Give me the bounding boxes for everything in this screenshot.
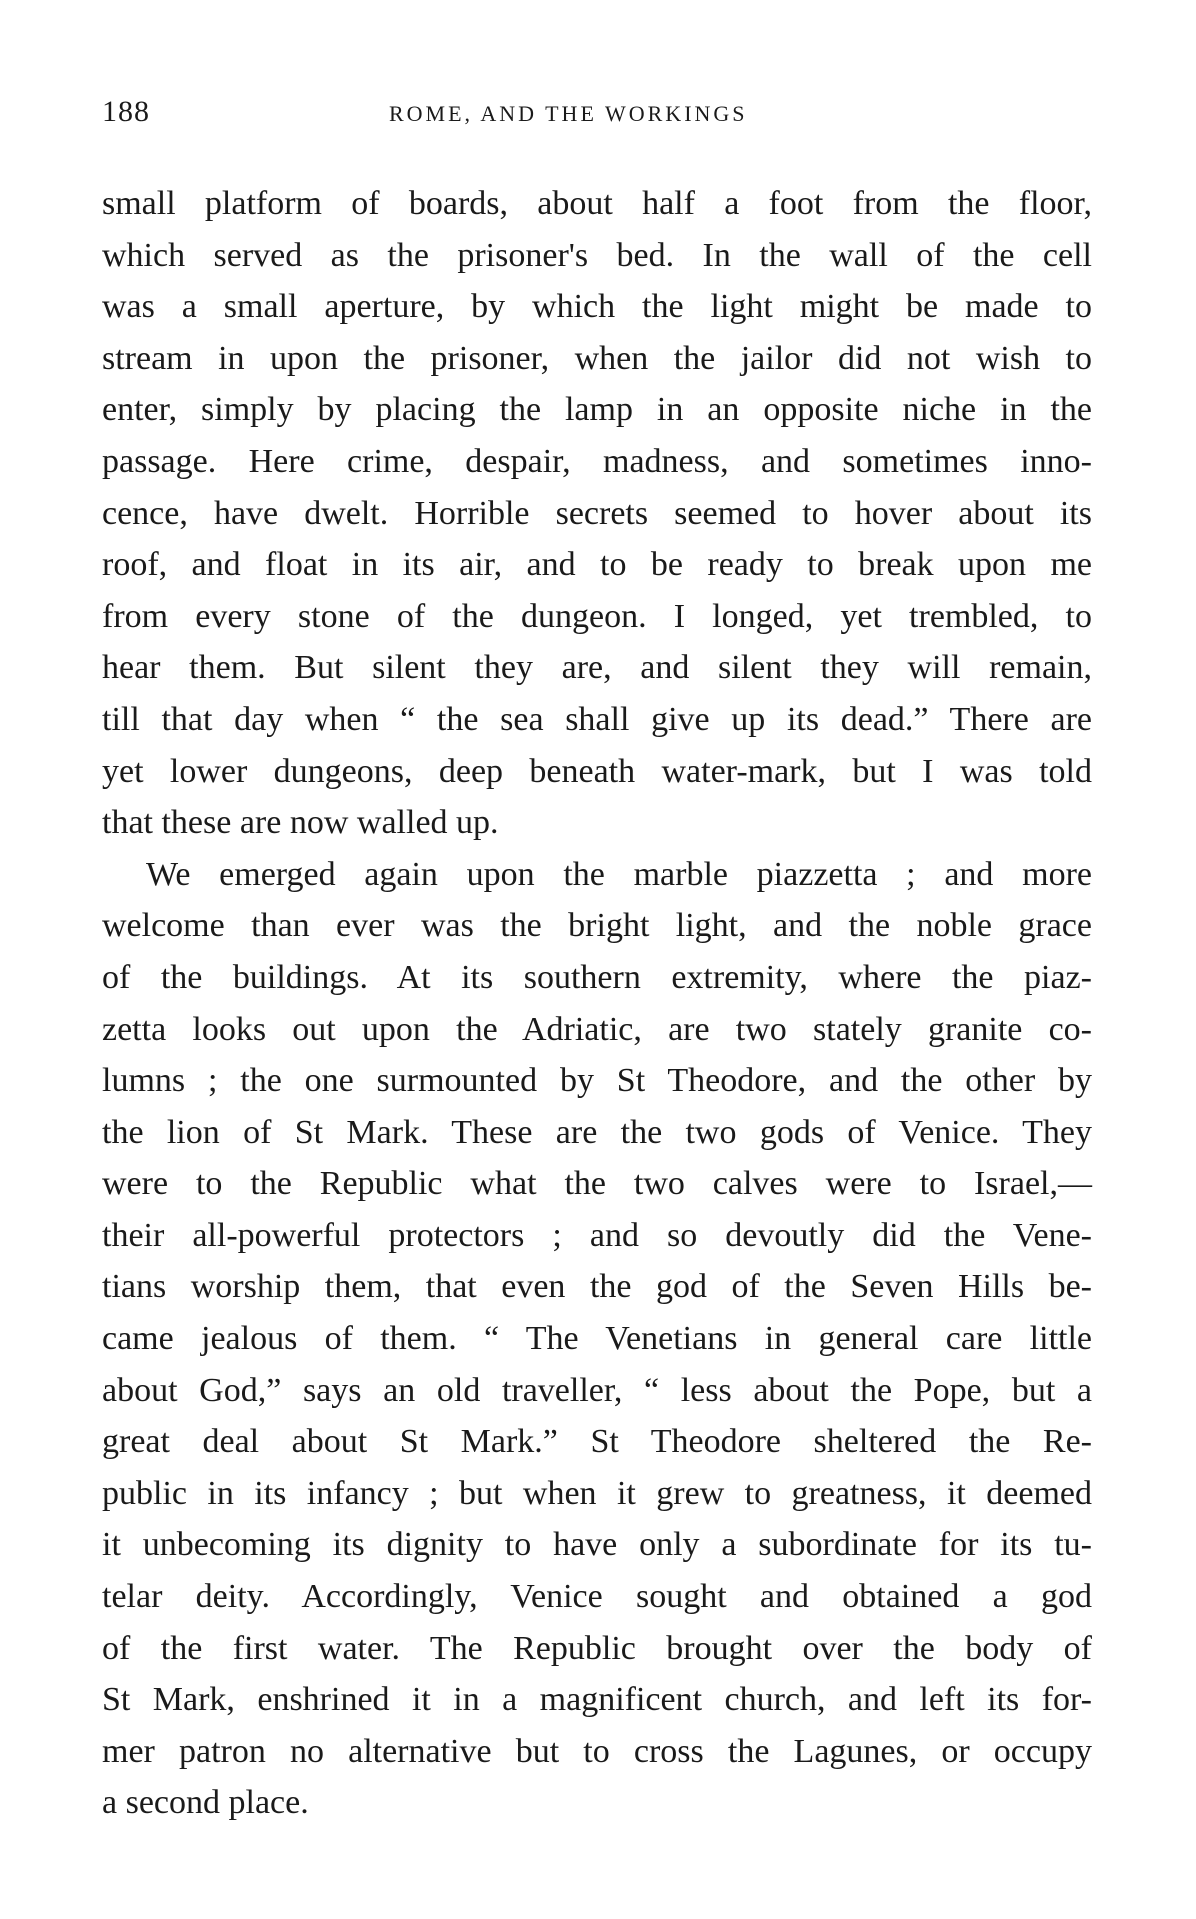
text-line: were to the Republic what the two calves were to Israel,— <box>102 1165 1092 1203</box>
text-line: enter, simply by placing the lamp in an opposite niche in the <box>102 391 1092 429</box>
text-line: mer patron no alternative but to cross the Lagunes, or occupy <box>102 1732 1092 1770</box>
text-line: lumns ; the one surmounted by St Theodore, and the other by <box>102 1062 1092 1100</box>
text-line: till that day when “ the sea shall give up its dead.” There are <box>102 700 1092 738</box>
text-line: small platform of boards, about half a foot from the floor, <box>102 185 1092 222</box>
text-line: came jealous of them. “ The Venetians in general care little <box>102 1320 1092 1358</box>
text-line: it unbecoming its dignity to have only a subordinate for its tu- <box>102 1526 1092 1564</box>
text-line: St Mark, enshrined it in a magnificent church, and left its for- <box>102 1681 1092 1719</box>
text-line: from every stone of the dungeon. I longed, yet trembled, to <box>102 597 1092 635</box>
paragraph-start-line: We emerged again upon the marble piazzetta ; and more <box>146 855 1092 893</box>
text-line: was a small aperture, by which the light might be made to <box>102 288 1092 326</box>
text-line: roof, and float in its air, and to be ready to break upon me <box>102 546 1092 584</box>
paragraph-end-line: that these are now walled up. <box>102 804 499 842</box>
text-line: about God,” says an old traveller, “ less about the Pope, but a <box>102 1371 1092 1409</box>
text-line: the lion of St Mark. These are the two gods of Venice. They <box>102 1113 1092 1151</box>
text-line: of the buildings. At its southern extremity, where the piaz- <box>102 958 1092 996</box>
text-line: of the first water. The Republic brought over the body of <box>102 1629 1092 1667</box>
text-line: telar deity. Accordingly, Venice sought and obtained a god <box>102 1578 1092 1616</box>
text-line: tians worship them, that even the god of the Seven Hills be- <box>102 1268 1092 1306</box>
text-line: passage. Here crime, despair, madness, and sometimes inno- <box>102 442 1092 480</box>
body-text <box>102 178 1092 1829</box>
text-line: cence, have dwelt. Horrible secrets seemed to hover about its <box>102 494 1092 532</box>
paragraph-end-line: a second place. <box>102 1784 309 1822</box>
running-head <box>102 95 1102 135</box>
running-title: ROME, AND THE WORKINGS <box>389 101 748 126</box>
text-line: public in its infancy ; but when it grew to greatness, it deemed <box>102 1474 1092 1512</box>
text-line: which served as the prisoner's bed. In the wall of the cell <box>102 236 1092 274</box>
text-line: hear them. But silent they are, and silent they will remain, <box>102 649 1092 687</box>
text-line: zetta looks out upon the Adriatic, are two stately granite co- <box>102 1010 1092 1048</box>
text-line: great deal about St Mark.” St Theodore sheltered the Re- <box>102 1423 1092 1461</box>
text-line: stream in upon the prisoner, when the jailor did not wish to <box>102 339 1092 377</box>
text-line: their all-powerful protectors ; and so devoutly did the Vene- <box>102 1216 1092 1254</box>
page-number: 188 <box>102 95 150 128</box>
text-line: welcome than ever was the bright light, and the noble grace <box>102 907 1092 945</box>
text-line: yet lower dungeons, deep beneath water-mark, but I was told <box>102 752 1092 790</box>
